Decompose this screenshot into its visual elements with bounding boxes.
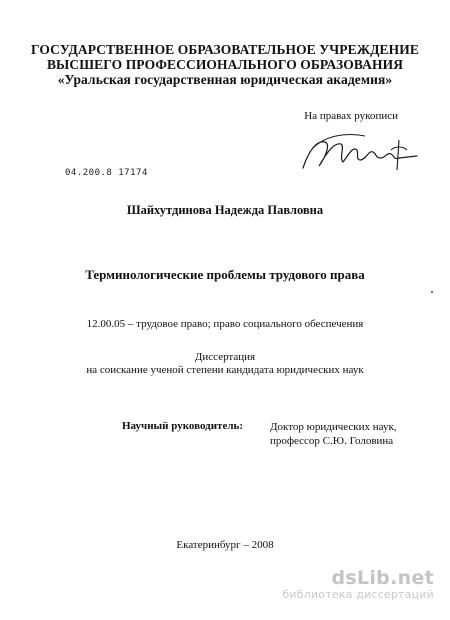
registration-number: 04.200.8 17174	[65, 168, 148, 178]
place-and-year: Екатеринбург – 2008	[176, 539, 274, 551]
watermark-logo: dsLib.net	[331, 567, 434, 589]
institution-header	[0, 42, 450, 87]
scan-speck	[431, 291, 433, 293]
institution-line-3: «Уральская государственная юридическая академия»	[57, 72, 393, 87]
specialty-code: 12.00.05 – трудовое право; право социального обеспечения	[86, 318, 364, 330]
handwritten-signature	[295, 128, 425, 178]
dissertation-line-1: Диссертация	[194, 351, 256, 363]
supervisor-info	[270, 420, 397, 448]
author-name: Шайхутдинова Надежда Павловна	[126, 203, 324, 217]
dissertation-type	[0, 351, 450, 377]
dissertation-line-2: на соискание ученой степени кандидата юридических наук	[86, 364, 364, 376]
supervisor-degree: Доктор юридических наук,	[270, 421, 397, 433]
watermark	[282, 568, 434, 602]
supervisor-name: профессор С.Ю. Головина	[270, 435, 394, 447]
supervisor-label: Научный руководитель:	[122, 420, 243, 432]
institution-line-1: ГОСУДАРСТВЕННОЕ ОБРАЗОВАТЕЛЬНОЕ УЧРЕЖДЕНИЕ	[31, 42, 419, 57]
watermark-subtitle: библиотека диссертаций	[282, 588, 434, 601]
institution-line-2: ВЫСШЕГО ПРОФЕССИОНАЛЬНОГО ОБРАЗОВАНИЯ	[46, 57, 404, 72]
dissertation-title: Терминологические проблемы трудового права	[85, 267, 365, 282]
rights-note: На правах рукописи	[304, 110, 398, 122]
